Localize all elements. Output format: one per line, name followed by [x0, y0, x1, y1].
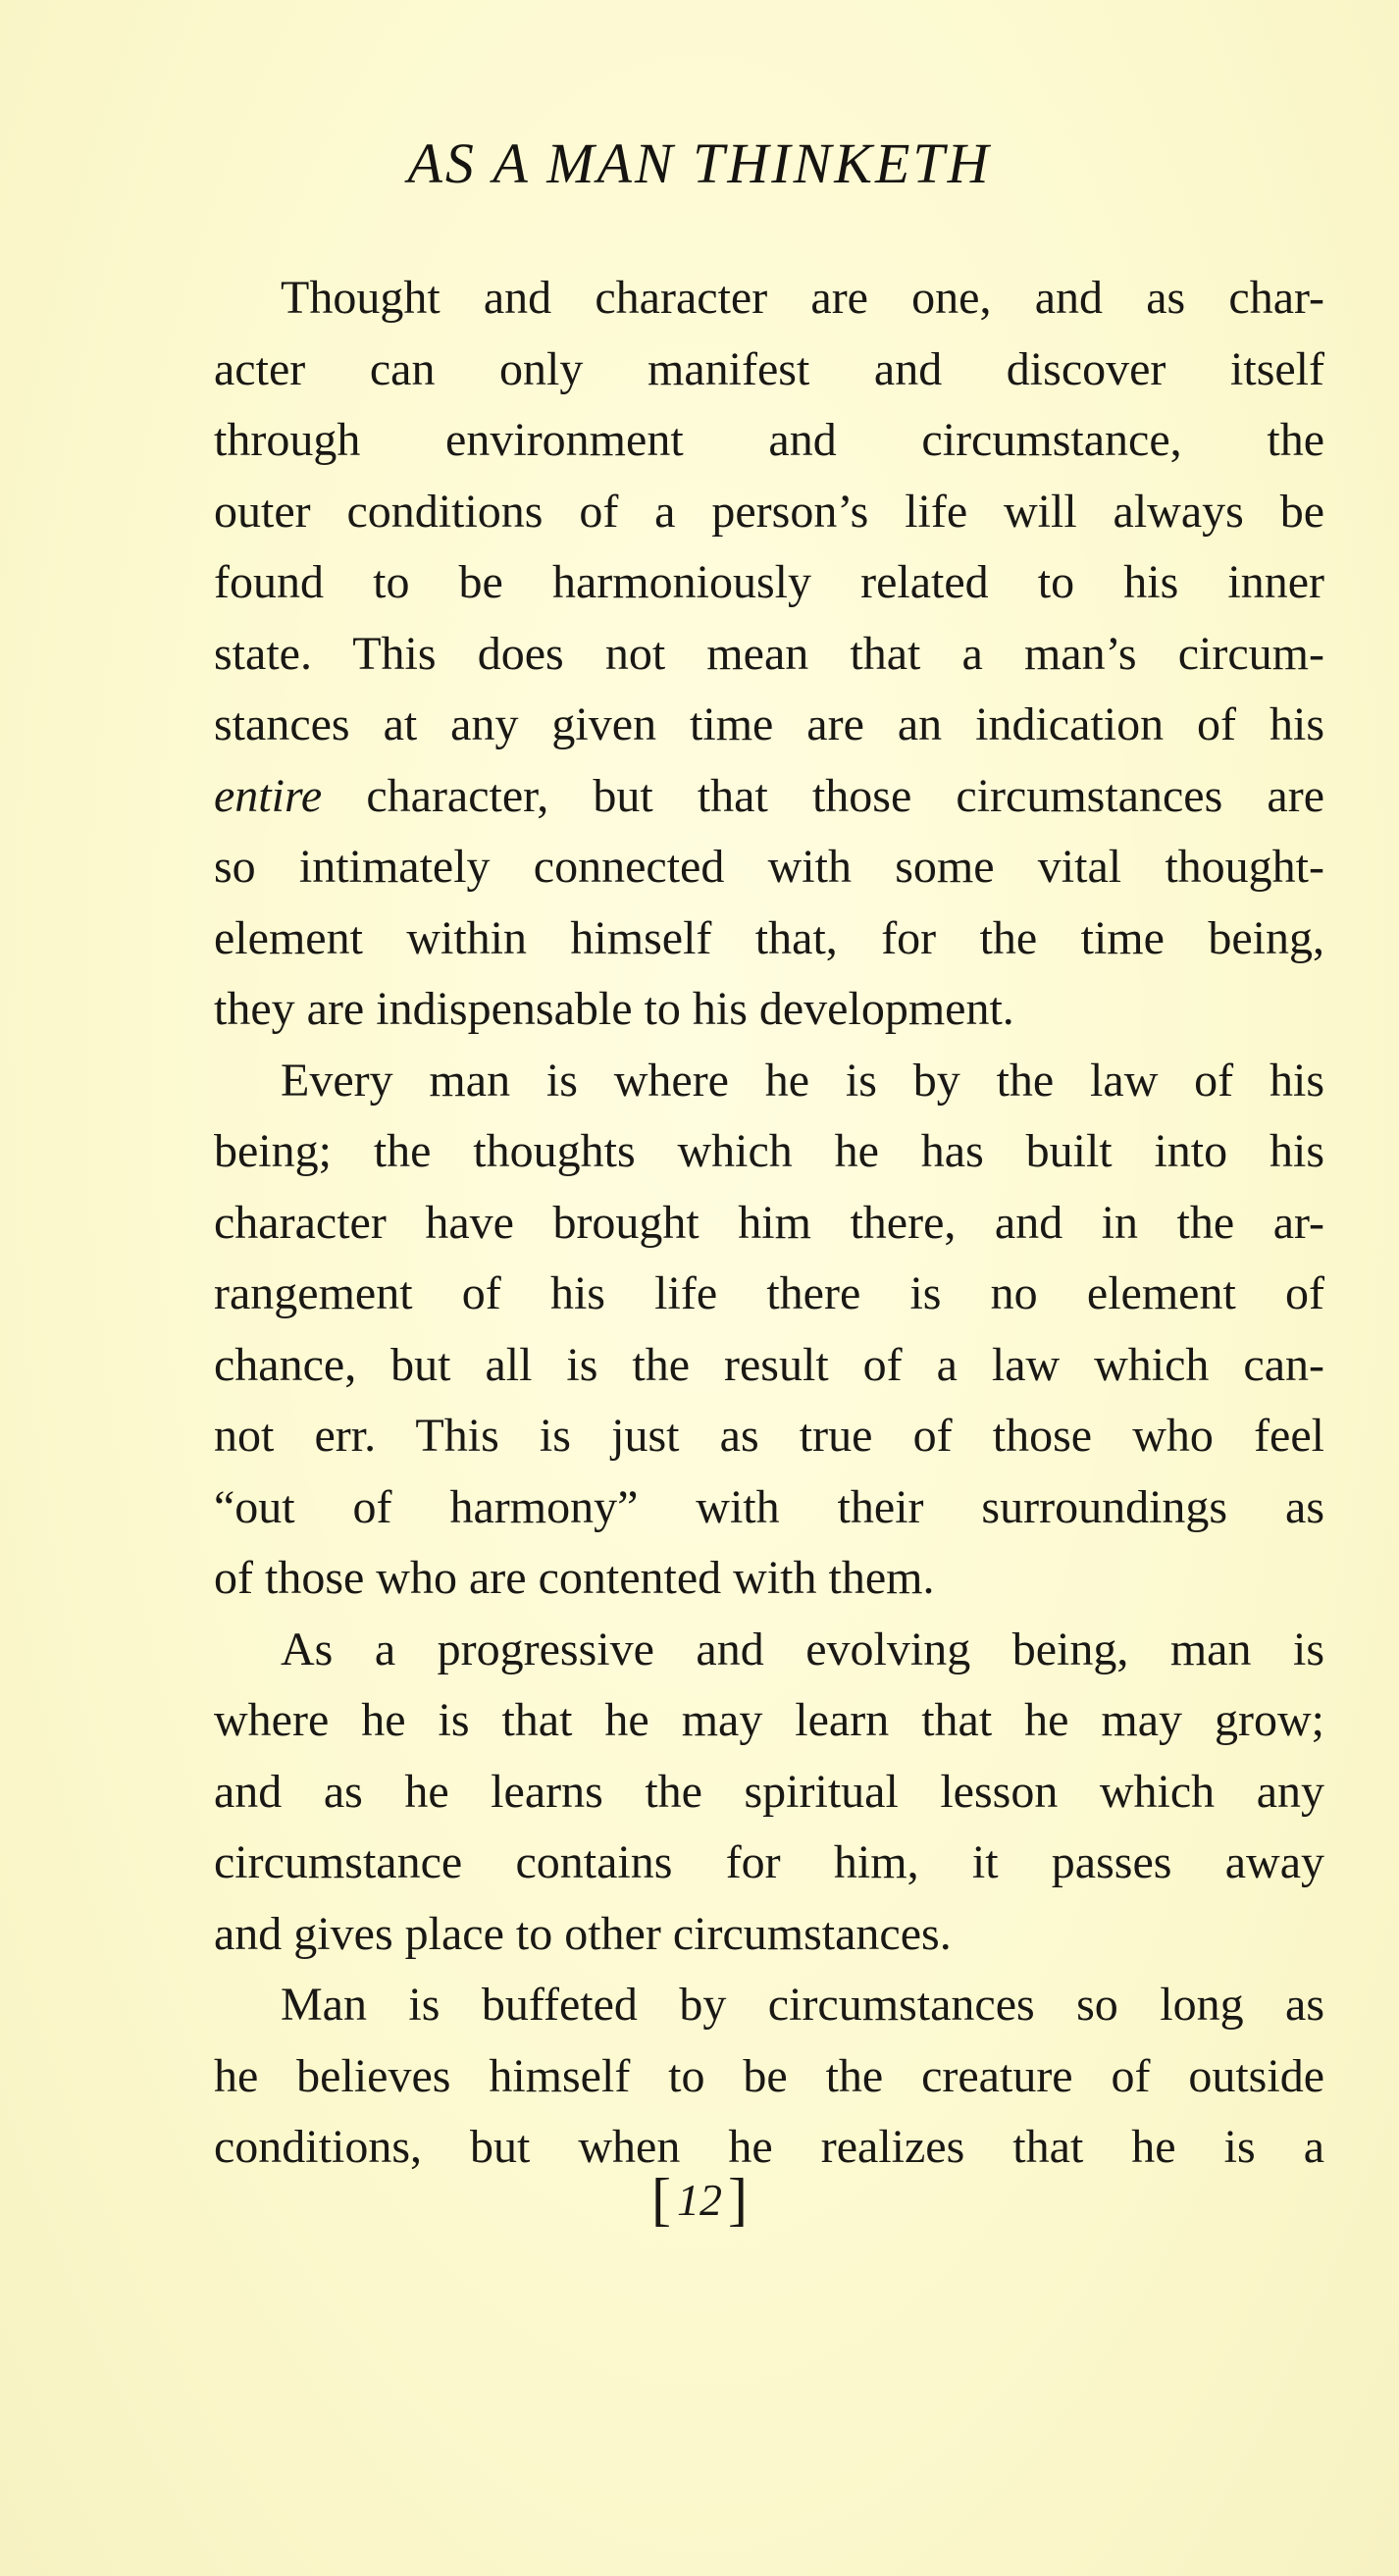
text-line: he believes himself to be the creature of outside: [214, 2049, 1324, 2102]
text-line: outer conditions of a person’s life will always be: [214, 485, 1324, 538]
body-text: [214, 263, 1324, 2184]
text-line: so intimately connected with some vital thought-: [214, 841, 1324, 893]
text-line: circumstance contains for him, it passes away: [214, 1836, 1324, 1888]
text-line: and as he learns the spiritual lesson which any: [214, 1765, 1324, 1818]
text-line: not err. This is just as true of those who feel: [214, 1410, 1324, 1462]
text-line-remainder: character, but that those circumstances are: [366, 769, 1324, 822]
text-line: chance, but all is the result of a law which can-: [214, 1338, 1324, 1391]
folio-open-bracket: [: [651, 2167, 671, 2232]
text-line: conditions, but when he realizes that he is a: [214, 2121, 1324, 2173]
text-line: being; the thoughts which he has built into his: [214, 1125, 1324, 1177]
text-line: character have brought him there, and in the ar-: [214, 1196, 1324, 1249]
text-line: rangement of his life there is no element of: [214, 1267, 1324, 1319]
page-number: [0, 2167, 1399, 2232]
folio-number: 12: [677, 2175, 722, 2225]
text-line: found to be harmoniously related to his inner: [214, 556, 1324, 608]
running-head: AS A MAN THINKETH: [407, 131, 992, 195]
text-line: stances at any given time are an indication of his: [214, 698, 1324, 750]
text-line: state. This does not mean that a man’s circum-: [214, 627, 1324, 680]
text-line: and gives place to other circumstances.: [214, 1907, 952, 1960]
text-line: where he is that he may learn that he may grow;: [214, 1694, 1324, 1746]
text-line: element within himself that, for the time being,: [214, 911, 1324, 964]
text-line: through environment and circumstance, the: [214, 414, 1324, 466]
folio-close-bracket: ]: [728, 2167, 748, 2232]
text-line: “out of harmony” with their surroundings as: [214, 1480, 1324, 1533]
text-line: Thought and character are one, and as char-: [281, 272, 1324, 324]
text-line: Every man is where he is by the law of his: [281, 1054, 1324, 1107]
text-line: of those who are contented with them.: [214, 1552, 935, 1604]
text-line: As a progressive and evolving being, man is: [281, 1623, 1324, 1675]
emphasized-word: entire: [214, 769, 323, 822]
text-line: they are indispensable to his development.: [214, 983, 1014, 1035]
text-line: Man is buffeted by circumstances so long as: [281, 1979, 1324, 2031]
text-line: acter can only manifest and discover itself: [214, 342, 1324, 395]
text-line-with-emphasis: [214, 761, 1324, 833]
